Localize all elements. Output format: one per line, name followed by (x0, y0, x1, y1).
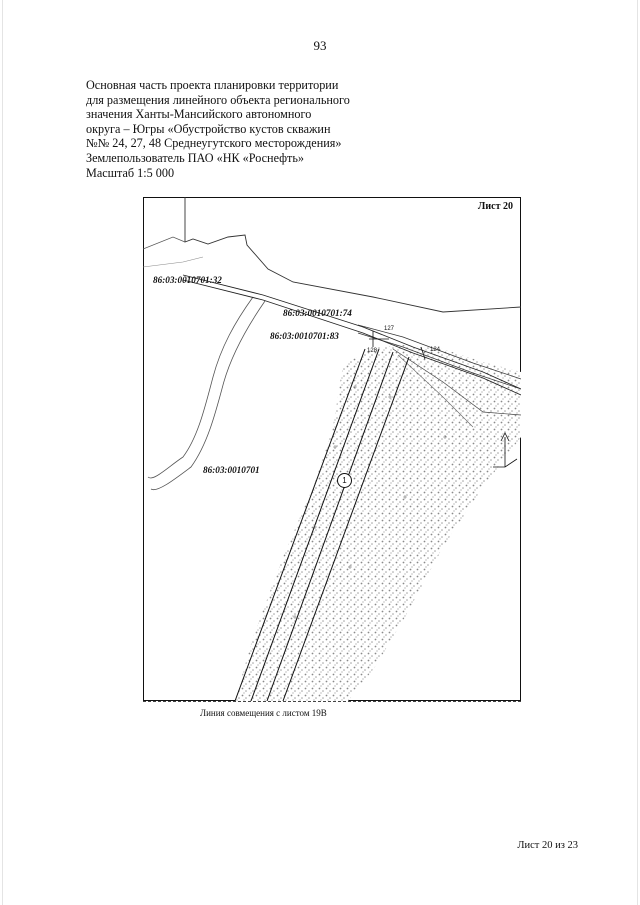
map-drawing (143, 197, 521, 701)
point-label: 127 (384, 326, 395, 332)
header-line: для размещения линейного объекта регионального (86, 92, 350, 107)
header-line: округа – Югры «Обустройство кустов скважин (86, 121, 331, 136)
right-edge-shadow (637, 0, 638, 905)
header-line: №№ 24, 27, 48 Среднеугутского месторождения» (86, 136, 342, 151)
cadastral-label: 86:03:0010701 (203, 465, 260, 475)
cadastral-label: 86:03:0010701:83 (270, 331, 339, 341)
header-line: Землепользователь ПАО «НК «Роснефть» (86, 150, 305, 165)
object-marker: 1 (337, 473, 352, 488)
header-line: Основная часть проекта планировки территории (86, 78, 339, 92)
cadastral-label: 86:03:0010701:74 (283, 308, 352, 318)
scale-line: Масштаб 1:5 000 (86, 165, 175, 180)
sheet-count: Лист 20 из 23 (517, 840, 578, 851)
header-block (86, 78, 386, 180)
left-edge-shadow (2, 0, 3, 905)
point-label: 124 (430, 347, 441, 353)
sheet-label: Лист 20 (477, 201, 513, 212)
match-line-caption: Линия совмещения с листом 19В (200, 708, 327, 718)
map-frame (143, 197, 521, 701)
match-line (143, 701, 521, 702)
cadastral-label: 86:03:0010701:32 (153, 275, 222, 285)
point-label: 128 (367, 348, 378, 354)
page-number: 93 (313, 38, 327, 53)
header-line: значения Ханты-Мансийского автономного (86, 107, 312, 122)
